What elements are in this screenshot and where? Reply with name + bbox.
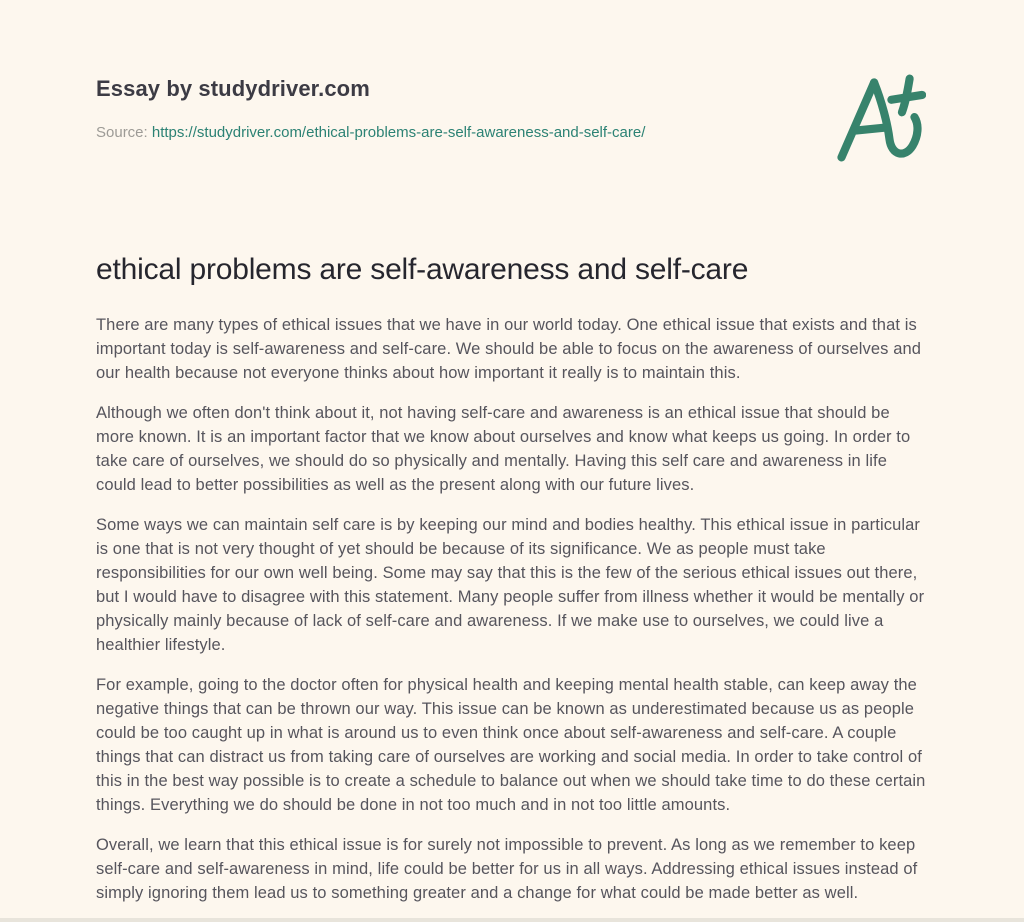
source-label: Source: xyxy=(96,124,148,141)
essay-body xyxy=(96,313,928,905)
essay-title: ethical problems are self-awareness and self-care xyxy=(96,253,749,286)
next-section-edge xyxy=(0,918,1024,922)
site-title: Essay by studydriver.com xyxy=(96,76,370,101)
essay-paragraph: There are many types of ethical issues that we have in our world today. One ethical issue that exists and that is important today is self-awareness and self-care. We should be able to focus on the awareness of ourselves and our health because not everyone thinks about how important it really is to maintain this. xyxy=(96,316,922,382)
page-header xyxy=(96,76,928,141)
a-plus-logo-icon xyxy=(828,70,926,166)
essay-paragraph: Overall, we learn that this ethical issue is for surely not impossible to prevent. As long as we remember to keep self-care and self-awareness in mind, life could be better for us in all ways. Addressing ethical issues instead of simply ignoring them lead us to something greater and a change for what could be made better as well. xyxy=(96,836,918,902)
essay-paragraph: Some ways we can maintain self care is by keeping our mind and bodies healthy. This ethical issue in particular is one that is not very thought of yet should be because of its significance. We as people must take responsibilities for our own well being. Some may say that this is the few of the serious ethical issues out there, but I would have to disagree with this statement. Many people suffer from illness whether it would be mentally or physically mainly because of lack of self-care and awareness. If we make use to ourselves, we could live a healthier lifestyle. xyxy=(96,516,925,654)
essay-paragraph: For example, going to the doctor often for physical health and keeping mental health stable, can keep away the negative things that can be thrown our way. This issue can be known as underestimated because us as people could be too caught up in what is around us to even think once about self-awareness and self-care. A couple things that can distract us from taking care of ourselves are working and social media. In order to take control of this in the best way possible is to create a schedule to balance out when we should take time to do these certain things. Everything we do should be done in not too much and in not too little amounts. xyxy=(96,676,926,814)
essay-paragraph: Although we often don't think about it, not having self-care and awareness is an ethical issue that should be more known. It is an important factor that we know about ourselves and know what keeps us going. In order to take care of ourselves, we should do so physically and mentally. Having this self care and awareness in life could lead to better possibilities as well as the present along with our future lives. xyxy=(96,404,911,494)
source-line xyxy=(96,124,928,141)
source-link[interactable]: https://studydriver.com/ethical-problems-are-self-awareness-and-self-care/ xyxy=(151,124,646,141)
